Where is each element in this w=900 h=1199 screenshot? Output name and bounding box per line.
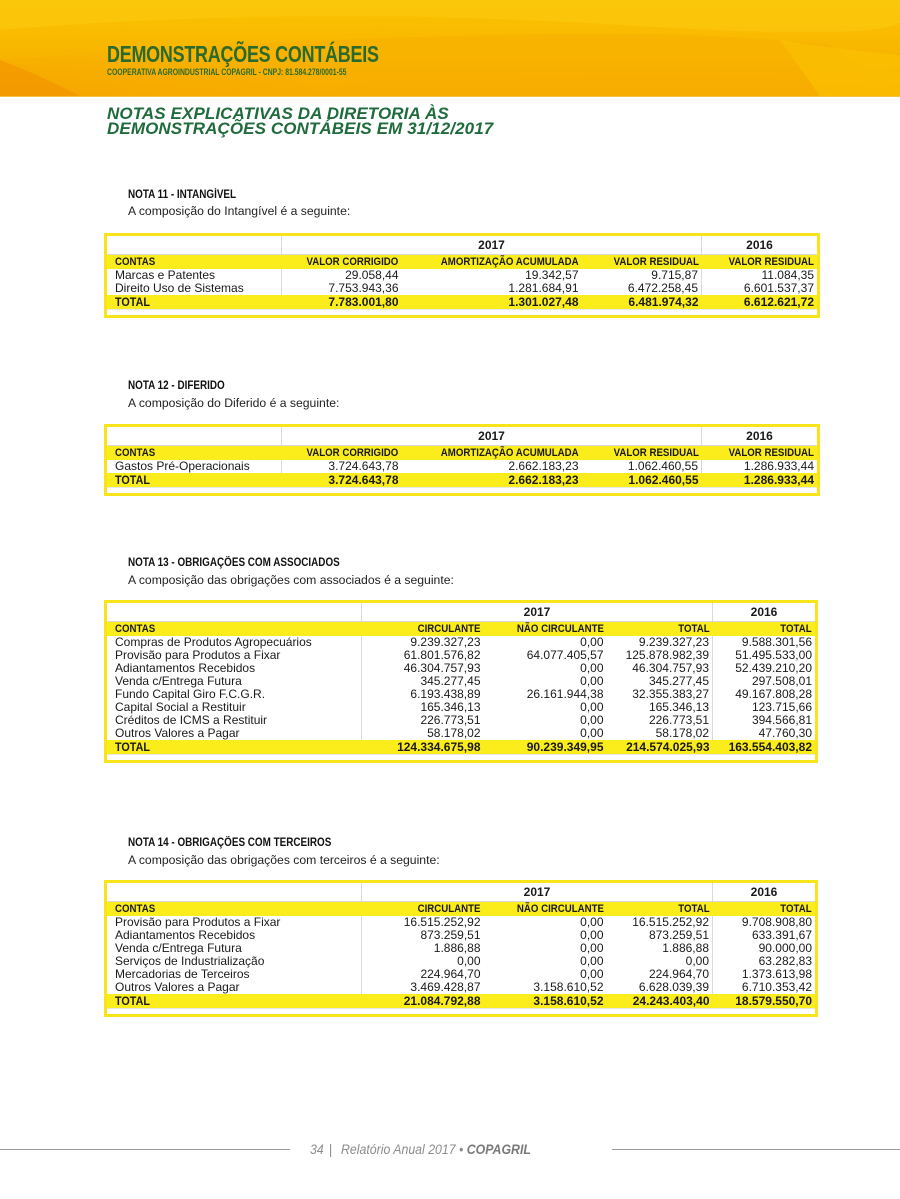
cell-value: 6.472.258,45 <box>627 282 698 295</box>
account-name: Fundo Capital Giro F.C.G.R. <box>115 688 266 701</box>
total-label: TOTAL <box>115 994 151 1008</box>
note-12-description: A composição do Diferido é a seguinte: <box>128 396 340 410</box>
column-header: TOTAL <box>780 902 812 915</box>
table-row <box>106 688 817 701</box>
total-value: 7.783.001,80 <box>282 295 402 310</box>
account-name: Venda c/Entrega Futura <box>115 675 242 688</box>
column-header: AMORTIZAÇÃO ACUMULADA <box>440 446 579 459</box>
total-value: 21.084.792,88 <box>362 994 484 1009</box>
report-title: Relatório Anual 2017 <box>340 1141 456 1157</box>
column-header: AMORTIZAÇÃO ACUMULADA <box>440 255 579 268</box>
table-row <box>106 701 817 714</box>
note-11-title: NOTA 11 - INTANGÍVEL <box>128 189 237 201</box>
total-value: 214.574.025,93 <box>607 740 713 755</box>
cell-value: 0,00 <box>580 714 604 727</box>
year-previous: 2016 <box>713 602 817 622</box>
total-value: 2.662.183,23 <box>402 473 582 488</box>
account-name: Capital Social a Restituir <box>115 701 246 714</box>
table-total-row <box>106 994 817 1009</box>
cell-value: 0,00 <box>580 701 604 714</box>
cell-value: 58.178,02 <box>655 727 709 740</box>
year-previous: 2016 <box>713 882 817 902</box>
company-subtitle: COOPERATIVA AGROINDUSTRIAL COPAGRIL - CNPJ: 81.584.278/0001-55 <box>107 67 347 78</box>
account-name: Outros Valores a Pagar <box>115 727 240 740</box>
cell-value: 3.724.643,78 <box>282 460 402 473</box>
table-row <box>106 714 817 727</box>
note-12-title: NOTA 12 - DIFERIDO <box>128 380 225 392</box>
cell-value: 0,00 <box>580 727 604 740</box>
cell-value: 633.391,67 <box>713 929 817 942</box>
footer-brand: COPAGRIL <box>466 1141 531 1157</box>
cell-value: 226.773,51 <box>648 714 709 727</box>
cell-value: 46.304.757,93 <box>362 662 484 675</box>
table-header-row <box>106 902 817 917</box>
cell-value: 2.662.183,23 <box>508 460 579 473</box>
cell-value: 394.566,81 <box>713 714 817 727</box>
cell-value: 3.469.428,87 <box>362 981 484 994</box>
note-13-description: A composição das obrigações com associados é a seguinte: <box>128 573 454 587</box>
cell-value: 3.158.610,52 <box>533 981 604 994</box>
cell-value: 9.239.327,23 <box>362 636 484 649</box>
footer-rule-left <box>0 1149 290 1150</box>
total-label: TOTAL <box>115 295 151 309</box>
cell-value: 0,00 <box>362 955 484 968</box>
table-row <box>106 675 817 688</box>
year-current: 2017 <box>362 882 713 902</box>
year-previous: 2016 <box>702 426 819 446</box>
year-current: 2017 <box>282 235 702 255</box>
total-value: 24.243.403,40 <box>607 994 713 1009</box>
cell-value: 47.760,30 <box>713 727 817 740</box>
cell-value: 873.259,51 <box>648 929 709 942</box>
note-13-rows <box>106 636 817 740</box>
cell-value: 224.964,70 <box>648 968 709 981</box>
header-banner <box>0 0 900 97</box>
column-header: NÃO CIRCULANTE <box>516 902 604 915</box>
cell-value: 1.286.933,44 <box>702 460 819 473</box>
account-name: Outros Valores a Pagar <box>115 981 240 994</box>
column-header: VALOR CORRIGIDO <box>306 446 399 459</box>
footer-rule-right <box>612 1149 900 1150</box>
table-year-row <box>106 426 819 446</box>
table-row <box>106 968 817 981</box>
cell-value: 90.000,00 <box>713 942 817 955</box>
note-11-description: A composição do Intangível é a seguinte: <box>128 204 351 218</box>
cell-value: 52.439.210,20 <box>713 662 817 675</box>
total-value: 1.286.933,44 <box>702 473 819 488</box>
column-header: VALOR RESIDUAL <box>728 255 814 268</box>
cell-value: 1.062.460,55 <box>627 460 698 473</box>
table-row <box>106 929 817 942</box>
cell-value: 0,00 <box>580 636 604 649</box>
total-value: 3.158.610,52 <box>484 994 607 1009</box>
cell-value: 6.601.537,37 <box>702 282 819 295</box>
table-row <box>106 981 817 994</box>
cell-value: 297.508,01 <box>713 675 817 688</box>
cell-value: 873.259,51 <box>362 929 484 942</box>
cell-value: 165.346,13 <box>648 701 709 714</box>
cell-value: 9.708.908,80 <box>713 916 817 929</box>
account-name: Direito Uso de Sistemas <box>115 282 244 295</box>
page-number: 34 <box>310 1141 324 1157</box>
table-row <box>106 282 819 295</box>
total-value: 6.612.621,72 <box>702 295 819 310</box>
column-header: TOTAL <box>780 622 812 635</box>
account-name: Compras de Produtos Agropecuários <box>115 636 312 649</box>
column-header: CONTAS <box>115 255 156 268</box>
cell-value: 226.773,51 <box>362 714 484 727</box>
table-row <box>106 662 817 675</box>
table-total-row <box>106 295 819 310</box>
account-name: Mercadorias de Terceiros <box>115 968 250 981</box>
table-year-row <box>106 235 819 255</box>
cell-value: 6.193.438,89 <box>362 688 484 701</box>
cell-value: 345.277,45 <box>362 675 484 688</box>
cell-value: 0,00 <box>580 942 604 955</box>
column-header: VALOR RESIDUAL <box>728 446 814 459</box>
column-header: TOTAL <box>678 902 710 915</box>
total-value: 163.554.403,82 <box>713 740 817 755</box>
total-value: 124.334.675,98 <box>362 740 484 755</box>
cell-value: 1.281.684,91 <box>508 282 579 295</box>
table-header-row <box>106 255 819 270</box>
account-name: Créditos de ICMS a Restituir <box>115 714 268 727</box>
cell-value: 123.715,66 <box>713 701 817 714</box>
table-row <box>106 269 819 282</box>
total-value: 1.301.027,48 <box>402 295 582 310</box>
table-year-row <box>106 882 817 902</box>
column-header: CONTAS <box>115 622 156 635</box>
cell-value: 125.878.982,39 <box>625 649 709 662</box>
column-header: CIRCULANTE <box>417 622 481 635</box>
note-11-table <box>104 233 820 318</box>
cell-value: 49.167.808,28 <box>713 688 817 701</box>
table-year-row <box>106 602 817 622</box>
cell-value: 9.715,87 <box>651 269 698 282</box>
table-row <box>106 727 817 740</box>
cell-value: 0,00 <box>580 955 604 968</box>
total-value: 1.062.460,55 <box>582 473 702 488</box>
page-footer <box>310 1141 531 1157</box>
note-13-table <box>104 600 818 763</box>
table-header-row <box>106 446 819 461</box>
cell-value: 165.346,13 <box>362 701 484 714</box>
note-14-table <box>104 880 818 1017</box>
year-current: 2017 <box>282 426 702 446</box>
column-header: VALOR CORRIGIDO <box>306 255 399 268</box>
section-title: DEMONSTRAÇÕES CONTÁBEIS <box>107 41 379 67</box>
cell-value: 51.495.533,00 <box>713 649 817 662</box>
total-value: 3.724.643,78 <box>282 473 402 488</box>
column-header: CIRCULANTE <box>417 902 481 915</box>
account-name: Adiantamentos Recebidos <box>115 662 256 675</box>
cell-value: 0,00 <box>580 968 604 981</box>
cell-value: 6.710.353,42 <box>713 981 817 994</box>
cell-value: 46.304.757,93 <box>632 662 709 675</box>
cell-value: 7.753.943,36 <box>282 282 402 295</box>
cell-value: 0,00 <box>580 916 604 929</box>
cell-value: 0,00 <box>685 955 709 968</box>
table-row <box>106 460 819 473</box>
cell-value: 224.964,70 <box>362 968 484 981</box>
column-header: CONTAS <box>115 446 156 459</box>
account-name: Adiantamentos Recebidos <box>115 929 256 942</box>
page-heading-line1: NOTAS EXPLICATIVAS DA DIRETORIA ÀS <box>107 104 449 123</box>
account-name: Gastos Pré-Operacionais <box>115 460 250 473</box>
column-header: VALOR RESIDUAL <box>613 255 699 268</box>
cell-value: 58.178,02 <box>362 727 484 740</box>
cell-value: 29.058,44 <box>282 269 402 282</box>
year-current: 2017 <box>362 602 713 622</box>
note-14-rows <box>106 916 817 994</box>
cell-value: 32.355.383,27 <box>632 688 709 701</box>
column-header: NÃO CIRCULANTE <box>516 622 604 635</box>
total-value: 6.481.974,32 <box>582 295 702 310</box>
cell-value: 63.282,83 <box>713 955 817 968</box>
account-name: Venda c/Entrega Futura <box>115 942 242 955</box>
total-value: 90.239.349,95 <box>484 740 607 755</box>
account-name: Provisão para Produtos a Fixar <box>115 916 281 929</box>
table-total-row <box>106 740 817 755</box>
table-row <box>106 916 817 929</box>
cell-value: 1.886,88 <box>362 942 484 955</box>
account-name: Serviços de Industrialização <box>115 955 265 968</box>
table-row <box>106 636 817 649</box>
cell-value: 19.342,57 <box>525 269 579 282</box>
cell-value: 9.588.301,56 <box>713 636 817 649</box>
note-12-table <box>104 424 820 496</box>
column-header: TOTAL <box>678 622 710 635</box>
cell-value: 26.161.944,38 <box>526 688 604 701</box>
footer-separator: | <box>328 1141 333 1157</box>
column-header: CONTAS <box>115 902 156 915</box>
footer-bullet: • <box>459 1141 464 1157</box>
year-previous: 2016 <box>702 235 819 255</box>
table-row <box>106 649 817 662</box>
table-row <box>106 955 817 968</box>
cell-value: 1.886,88 <box>662 942 709 955</box>
cell-value: 0,00 <box>580 929 604 942</box>
table-row <box>106 942 817 955</box>
account-name: Marcas e Patentes <box>115 269 216 282</box>
page-heading-line2: DEMONSTRAÇÕES CONTÁBEIS EM 31/12/2017 <box>107 119 494 138</box>
cell-value: 16.515.252,92 <box>362 916 484 929</box>
table-total-row <box>106 473 819 488</box>
note-14-description: A composição das obrigações com terceiros é a seguinte: <box>128 853 440 867</box>
note-14-title: NOTA 14 - OBRIGAÇÕES COM TERCEIROS <box>128 837 332 849</box>
cell-value: 6.628.039,39 <box>638 981 709 994</box>
total-label: TOTAL <box>115 740 151 754</box>
cell-value: 16.515.252,92 <box>632 916 709 929</box>
table-header-row <box>106 622 817 637</box>
account-name: Provisão para Produtos a Fixar <box>115 649 281 662</box>
cell-value: 64.077.405,57 <box>526 649 604 662</box>
total-value: 18.579.550,70 <box>713 994 817 1009</box>
cell-value: 0,00 <box>580 662 604 675</box>
note-13-title: NOTA 13 - OBRIGAÇÕES COM ASSOCIADOS <box>128 557 340 569</box>
cell-value: 1.373.613,98 <box>713 968 817 981</box>
cell-value: 11.084,35 <box>702 269 819 282</box>
page-heading <box>107 106 493 136</box>
cell-value: 0,00 <box>580 675 604 688</box>
cell-value: 9.239.327,23 <box>638 636 709 649</box>
cell-value: 345.277,45 <box>648 675 709 688</box>
total-label: TOTAL <box>115 473 151 487</box>
column-header: VALOR RESIDUAL <box>613 446 699 459</box>
cell-value: 61.801.576,82 <box>362 649 484 662</box>
